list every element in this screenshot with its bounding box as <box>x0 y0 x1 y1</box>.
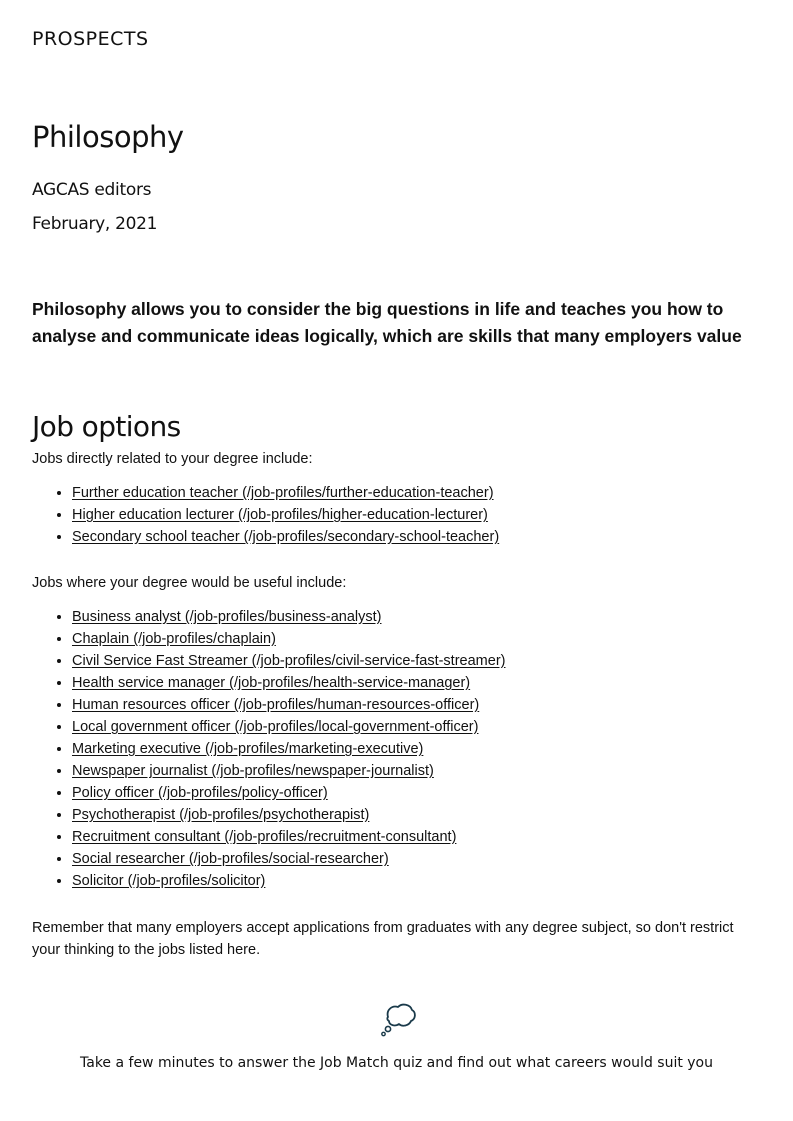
list-item <box>72 672 505 694</box>
list-item <box>72 482 499 504</box>
list-item <box>72 650 505 672</box>
list-item <box>72 760 505 782</box>
thought-bubble-icon <box>378 1000 418 1040</box>
job-link-civil-service-fast-streamer[interactable]: Civil Service Fast Streamer (/job-profiles/civil-service-fast-streamer) <box>72 653 506 669</box>
job-link-recruitment-consultant[interactable]: Recruitment consultant (/job-profiles/recruitment-consultant) <box>72 829 457 845</box>
job-link-higher-education-lecturer[interactable]: Higher education lecturer (/job-profiles/higher-education-lecturer) <box>72 507 488 523</box>
direct-jobs-list <box>32 482 499 548</box>
author: AGCAS editors <box>32 180 152 200</box>
list-item <box>72 628 505 650</box>
job-link-newspaper-journalist[interactable]: Newspaper journalist (/job-profiles/newspaper-journalist) <box>72 763 434 779</box>
job-link-local-government-officer[interactable]: Local government officer (/job-profiles/local-government-officer) <box>72 719 479 735</box>
list-item <box>72 606 505 628</box>
useful-jobs-intro: Jobs where your degree would be useful include: <box>32 575 347 591</box>
list-item <box>72 782 505 804</box>
list-item <box>72 804 505 826</box>
list-item <box>72 694 505 716</box>
list-item <box>72 826 505 848</box>
list-item <box>72 870 505 892</box>
prospects-logo[interactable]: PROSPECTS <box>32 28 149 50</box>
job-link-secondary-school-teacher[interactable]: Secondary school teacher (/job-profiles/secondary-school-teacher) <box>72 529 500 545</box>
job-link-marketing-executive[interactable]: Marketing executive (/job-profiles/marketing-executive) <box>72 741 424 757</box>
list-item <box>72 504 499 526</box>
intro-summary: Philosophy allows you to consider the big questions in life and teaches you how to analyse and communicate ideas logically, which are skills that many employers value <box>32 299 742 346</box>
job-match-quiz-prompt[interactable]: Take a few minutes to answer the Job Match quiz and find out what careers would suit you <box>80 1055 713 1071</box>
page-title: Philosophy <box>32 120 184 154</box>
job-link-further-education-teacher[interactable]: Further education teacher (/job-profiles/further-education-teacher) <box>72 485 494 501</box>
publish-date: February, 2021 <box>32 214 158 234</box>
list-item <box>72 848 505 870</box>
list-item <box>72 738 505 760</box>
job-link-policy-officer[interactable]: Policy officer (/job-profiles/policy-officer) <box>72 785 328 801</box>
job-link-health-service-manager[interactable]: Health service manager (/job-profiles/health-service-manager) <box>72 675 471 691</box>
section-heading-job-options: Job options <box>32 410 181 443</box>
job-link-solicitor[interactable]: Solicitor (/job-profiles/solicitor) <box>72 873 266 889</box>
useful-jobs-list <box>32 606 505 892</box>
list-item <box>72 716 505 738</box>
job-link-chaplain[interactable]: Chaplain (/job-profiles/chaplain) <box>72 631 276 647</box>
direct-jobs-intro: Jobs directly related to your degree include: <box>32 451 313 467</box>
job-link-social-researcher[interactable]: Social researcher (/job-profiles/social-researcher) <box>72 851 389 867</box>
closing-note: Remember that many employers accept applications from graduates with any degree subject, so don't restrict your thinking to the jobs listed here. <box>32 920 734 958</box>
job-link-human-resources-officer[interactable]: Human resources officer (/job-profiles/human-resources-officer) <box>72 697 480 713</box>
job-link-psychotherapist[interactable]: Psychotherapist (/job-profiles/psychotherapist) <box>72 807 370 823</box>
job-link-business-analyst[interactable]: Business analyst (/job-profiles/business-analyst) <box>72 609 382 625</box>
list-item <box>72 526 499 548</box>
